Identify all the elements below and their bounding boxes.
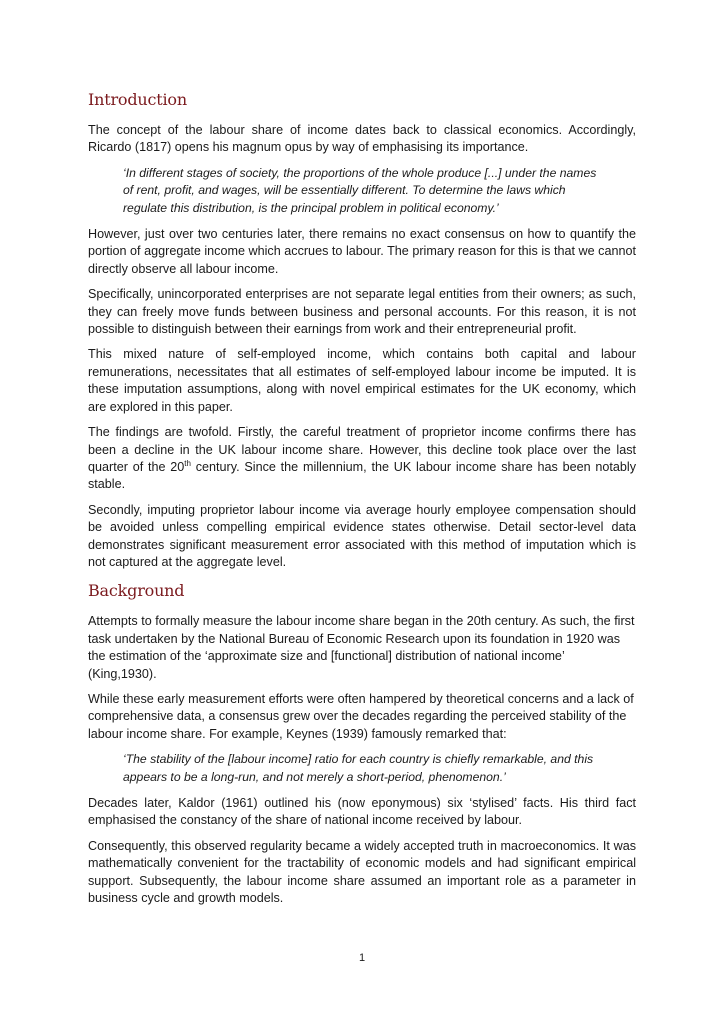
background-paragraph-1: Attempts to formally measure the labour income share began in the 20th century. As such, the first task undertaken by the National Bureau of Economic Research upon its foundation in 1920 was the estimation of the ‘approximate size and [functional] distribution of national income’ (King,1930). bbox=[88, 614, 635, 681]
keynes-quote: ‘The stability of the [labour income] ratio for each country is chiefly remarkable, and this appears to be a long-run, and not merely a short-period, phenomenon.’ bbox=[123, 752, 594, 784]
background-heading: Background bbox=[88, 581, 185, 601]
section-introduction bbox=[88, 88, 636, 571]
section-background bbox=[88, 579, 636, 907]
background-paragraph-2: While these early measurement efforts were often hampered by theoretical concerns and a lack of comprehensive data, a consensus grew over the decades regarding the perceived stability of the labour income share. For example, Keynes (1939) famously remarked that: bbox=[88, 691, 634, 741]
introduction-heading: Introduction bbox=[88, 90, 187, 109]
background-paragraph-4: Consequently, this observed regularity became a widely accepted truth in macroeconomics. It was mathematically convenient for the tractability of economic models and had significant empirical support. Subsequently, the labour income share assumed an important role as a parameter in business cycle and growth models. bbox=[88, 838, 636, 906]
intro-paragraph-2: However, just over two centuries later, there remains no exact consensus on how to quantify the portion of aggregate income which accrues to labour. The primary reason for this is that we cannot directly observe all labour income. bbox=[88, 227, 636, 276]
page-number: 1 bbox=[358, 952, 366, 964]
intro-paragraph-6: Secondly, imputing proprietor labour income via average hourly employee compensation should be avoided unless compelling empirical evidence states otherwise. Detail sector-level data demonstrates significant measurement error associated with this method of imputation which is not captured at the aggregate level. bbox=[88, 502, 636, 569]
intro-p5-text-b: century. Since the millennium, the UK labour income share has been notably stable. bbox=[88, 459, 636, 492]
intro-paragraph-3: Specifically, unincorporated enterprises are not separate legal entities from their owners; as such, they can freely move funds between business and personal accounts. For this reason, it is not possible to distinguish between their earnings from work and their entrepreneurial profit. bbox=[88, 287, 636, 337]
page-body bbox=[88, 88, 636, 915]
intro-paragraph-4: This mixed nature of self-employed income, which contains both capital and labour remunerations, necessitates that all estimates of self-employed labour income be imputed. It is these imputation assumptions, along with novel empirical estimates for the UK economy, which are explored in this paper. bbox=[88, 347, 636, 414]
background-paragraph-3: Decades later, Kaldor (1961) outlined his (now eponymous) six ‘stylised’ facts. His third fact emphasised the constancy of the share of national income received by labour. bbox=[88, 796, 636, 828]
ricardo-quote: ‘In different stages of society, the proportions of the whole produce [...] under the names of rent, profit, and wages, will be essentially different. To determine the laws which regulate this distribution, is the principal problem in political economy.’ bbox=[123, 165, 597, 215]
superscript-th: th bbox=[184, 458, 191, 468]
intro-paragraph-1: The concept of the labour share of income dates back to classical economics. Accordingly, Ricardo (1817) opens his magnum opus by way of emphasising its importance. bbox=[88, 123, 636, 155]
intro-p5-text-a: The findings are twofold. Firstly, the careful treatment of proprietor income confirms there has been a decline in the UK labour income share. However, this decline took place over the last quarter of the 20 bbox=[88, 425, 636, 474]
intro-paragraph-5 bbox=[88, 424, 636, 494]
